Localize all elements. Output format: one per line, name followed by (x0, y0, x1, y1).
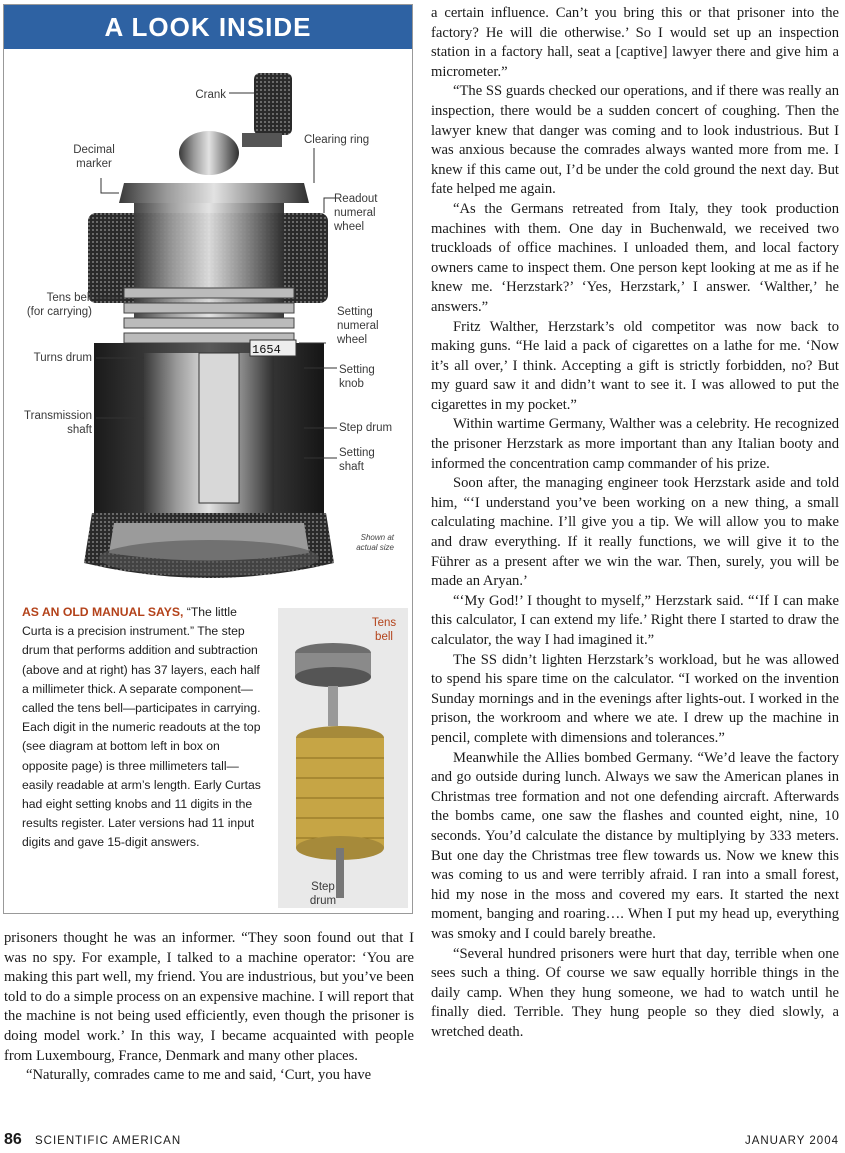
sidebar-caption (22, 603, 268, 853)
callout-setting-numeral-wheel: Setting numeral wheel (337, 306, 379, 346)
paragraph: prisoners thought he was an informer. “They soon found out that I was no spy. For example, I talked to a machine operator: ‘You are making this part well, my friend. You are industrious, but you’ve been told to do a simple process on an expensive machine. I will report that the machine is not being used efficiently, even though the prisoner is doing model work.’ In this way, I became acquainted with people from Luxembourg, France, Denmark and many other places. (4, 930, 414, 1064)
paragraph: a certain influence. Can’t you bring this or that prisoner into the factory? He will die otherwise.’ So I would set up an inspection station in a factory hall, seat a [captive] lawyer there and give him a micrometer.” (431, 5, 839, 80)
paragraph: Meanwhile the Allies bombed Germany. “We’d leave the factory and go outside during lunch. Always we saw the American planes in Christmas tree formation and not one defending aircraft. Afterwards the bombs came, one saw the flashes and counted eight, nine, 10 seconds. You’d calculate the distance by multiplying by 333 meters. But one day the Christmas tree flew towards us. Now we knew this was coming to us and were terribly afraid. I ran into a small forest, hid my nose in the moss and covered my ears. It started the next moment, banging and roaring…. When I put my head up, everything was smoky and I could barely breathe. (431, 749, 839, 942)
callout-turns-drum: Turns drum (33, 352, 92, 364)
paragraph: The SS didn’t lighten Herzstark’s workload, but he was allowed to spend his spare time on the calculator. “I worked on the invention Sunday mornings and in the evenings after lights-out. I worked in the prison, the workroom and where we ate. I drew up the machine in pencil, complete with dimensions and tolerances.” (431, 651, 839, 746)
magazine-name: SCIENTIFIC AMERICAN (35, 1135, 182, 1147)
paragraph: “Several hundred prisoners were hurt that day, terrible when one sees such a thing. Of course we saw equally horrible things in the daily camp. When they hung someone, we had to watch until he finally died. Terrible. They hung people so they died slowly, a wretched death. (431, 945, 839, 1040)
paragraph: Fritz Walther, Herzstark’s old competitor was now back to making guns. “He laid a pack of cigarettes on a lathe for me. ‘Now it’s all over,’ I think. Accepting a gift is strictly forbidden, no? But my guard saw it and didn’t want to see it. I was allowed to put the cigarettes in my pocket.” (431, 318, 839, 413)
callout-tens-bell: Tens bell (for carrying) (26, 292, 92, 318)
photo-label-tens-bell: Tens bell (371, 617, 397, 643)
caption-body: “The little Curta is a precision instrument.” The step drum that performs addition and subtraction (above and at right) has 37 layers, each half a millimeter thick. A separate component—called the tens bell—participates in carrying. Each digit in the numeric readouts at the top (see diagram at bottom left in box on opposite page) is three millimeters tall—easily readable at arm’s length. Early Curtas had eight setting knobs and 11 digits in the results register. Later versions had 11 input digits and gave 15-digit answers. (22, 605, 261, 850)
callout-readout-numeral-wheel: Readout numeral wheel (334, 193, 378, 233)
callout-decimal-marker: Decimal marker (73, 144, 115, 170)
scale-note: Shown at actual size (356, 533, 394, 552)
callout-step-drum: Step drum (339, 422, 393, 434)
callout-transmission-shaft: Transmission shaft (24, 410, 92, 436)
callout-crank: Crank (195, 89, 226, 101)
callout-clearing-ring: Clearing ring (304, 134, 370, 146)
sidebar-title: A LOOK INSIDE (4, 5, 412, 49)
paragraph: Within wartime Germany, Walther was a celebrity. He recognized the prisoner Herzstark as more important than any Italian booty and informed the concentration camp commander of his prize. (431, 416, 839, 472)
paragraph: “As the Germans retreated from Italy, they took production machines with them. One day in Buchenwald, we received two truckloads of office machines. I unloaded them, and local factory owners came to inspect them. One person kept looking at me as if he knew me. ‘Herzstark?’ ‘Yes, Herzstark,’ I answer. ‘Walther,’ he answers.” (431, 200, 839, 315)
left-column-text (4, 929, 414, 1086)
caption-lead: AS AN OLD MANUAL SAYS, (22, 605, 184, 619)
paragraph: “The SS guards checked our operations, and if there was really an inspection, there would be a sudden concert of coughing. Then the lawyer knew that danger was coming and to look industrious. But I was anxious because the comrades always wanted more from me. I knew if this came out, I’d be under the cold ground the next day. But fate helped me again. (431, 83, 839, 198)
photo-label-step-drum: Step drum (309, 881, 337, 907)
step-drum-image (278, 608, 408, 908)
right-column-text (431, 4, 839, 1042)
step-drum-photo (278, 608, 408, 908)
paragraph: “Naturally, comrades came to me and said, ‘Curt, you have (26, 1067, 372, 1084)
issue-date: JANUARY 2004 (744, 1135, 839, 1147)
sidebar-box (3, 4, 413, 914)
paragraph: Soon after, the managing engineer took Herzstark aside and told him, “‘I understand you’ve been working on a new thing, a small calculating machine. I’ll give you a tip. We will allow you to make and draw everything. If it really functions, we will give it to the Führer as a present after we win the war. Then, surely, you will be made an Aryan.’ (431, 475, 839, 590)
curta-cutaway-diagram (4, 53, 412, 603)
paragraph: “‘My God!’ I thought to myself,” Herzstark said. “‘If I can make this calculator, I can extend my life.’ Right there I started to draw the calculator, the way I had imagined it.” (431, 592, 839, 648)
callout-setting-shaft: Setting shaft (339, 447, 375, 473)
readout-digits: 1654 (252, 343, 281, 357)
callout-setting-knob: Setting knob (339, 364, 375, 390)
page-number: 86 (4, 1131, 22, 1148)
